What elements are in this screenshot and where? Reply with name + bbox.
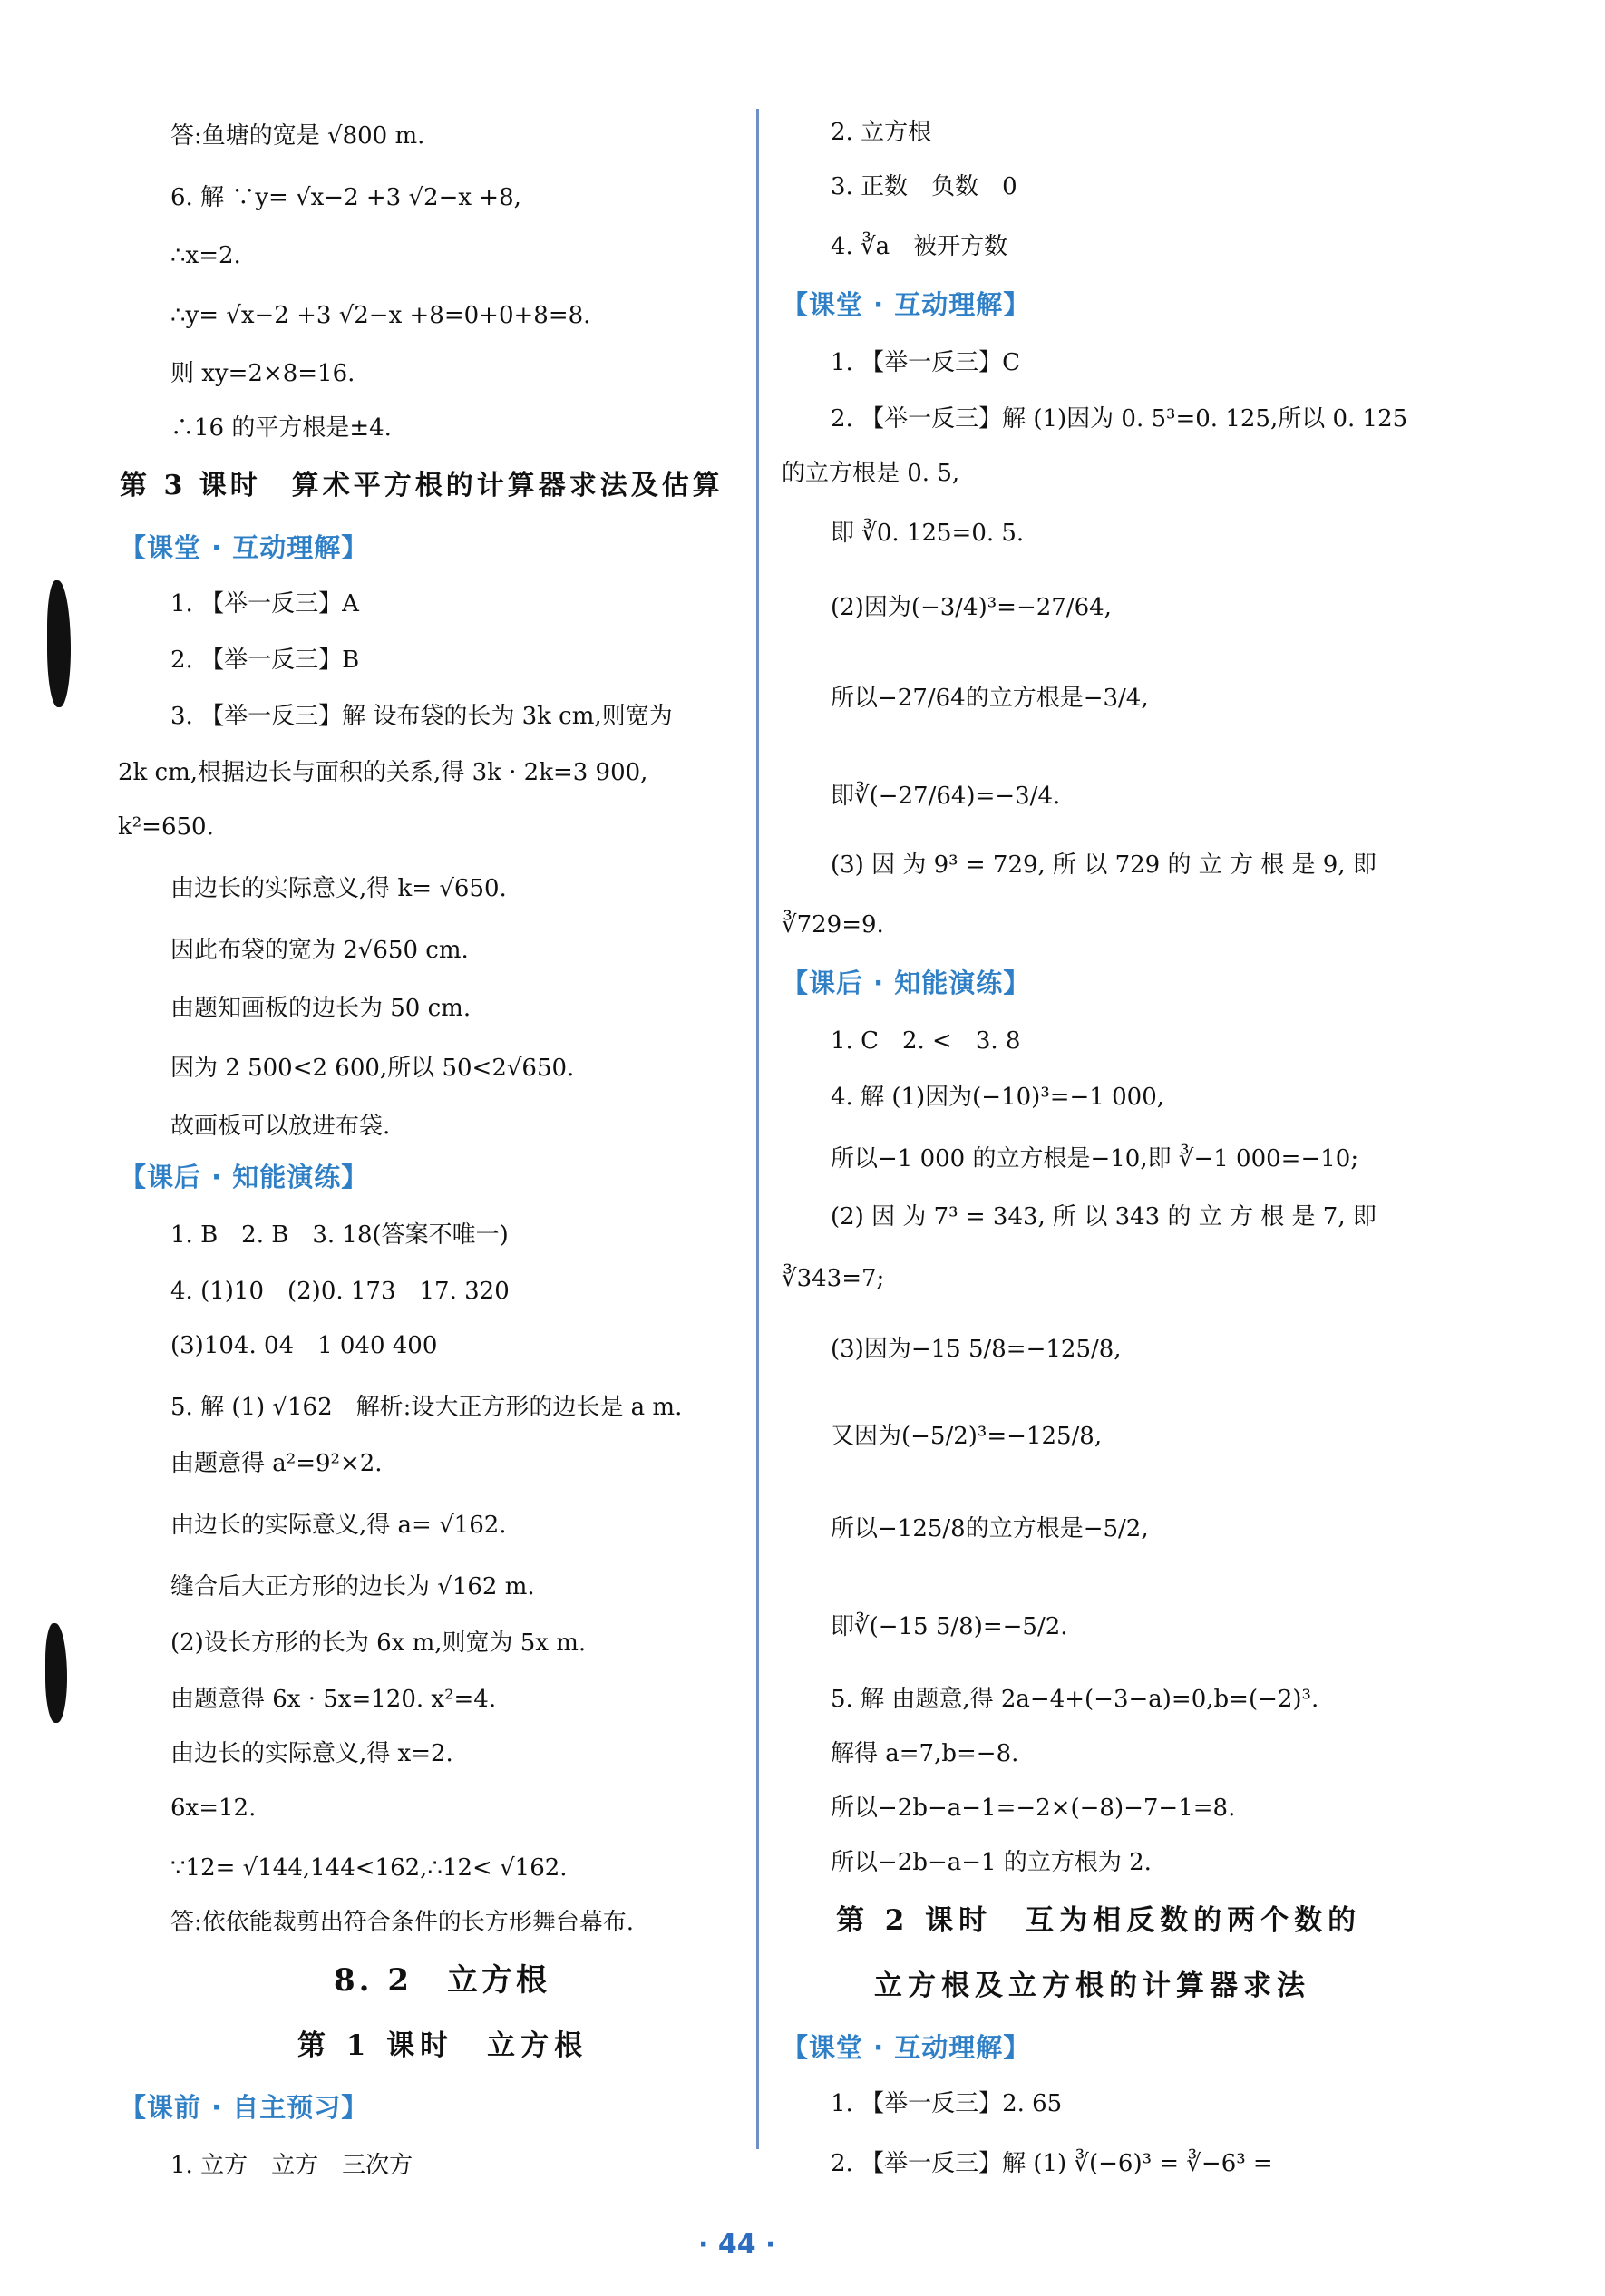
text-line: 所以−125/8的立方根是−5/2,: [831, 1515, 1149, 1542]
text-line: 又因为(−5/2)³=−125/8,: [831, 1423, 1103, 1450]
text-line: 5. 解 (1) √162 解析:设大正方形的边长是 a m.: [170, 1394, 683, 1421]
lesson-heading-2-line1: 第 2 课时 互为相反数的两个数的: [836, 1904, 1362, 1937]
text-line: 由题意得 6x · 5x=120. x²=4.: [170, 1686, 497, 1713]
text-line: 6x=12.: [170, 1795, 257, 1822]
section-heading-after-class: 【课后 · 知能演练】: [782, 968, 1031, 998]
text-line: 所以−1 000 的立方根是−10,即 ∛−1 000=−10;: [831, 1145, 1359, 1172]
section-heading-classroom: 【课堂 · 互动理解】: [782, 2032, 1031, 2063]
text-line: 4. 解 (1)因为(−10)³=−1 000,: [831, 1084, 1165, 1111]
text-line: 2k cm,根据边长与面积的关系,得 3k · 2k=3 900,: [118, 759, 648, 786]
text-line: 2. 立方根: [831, 119, 932, 146]
text-line: 由边长的实际意义,得 a= √162.: [170, 1512, 507, 1539]
text-line: 的立方根是 0. 5,: [782, 460, 960, 487]
text-line: 即∛(−15 5/8)=−5/2.: [831, 1613, 1068, 1640]
scan-mark-bottom: [45, 1623, 67, 1723]
text-line: 故画板可以放进布袋.: [170, 1113, 391, 1140]
text-line: 所以−2b−a−1 的立方根为 2.: [831, 1849, 1152, 1876]
text-line: 2. 【举一反三】解 (1) ∛(−6)³ = ∛−6³ =: [831, 2150, 1273, 2177]
text-line: (3)因为−15 5/8=−125/8,: [831, 1336, 1122, 1363]
section-heading-classroom: 【课堂 · 互动理解】: [782, 289, 1031, 320]
text-line: ∴y= √x−2 +3 √2−x +8=0+0+8=8.: [170, 302, 591, 329]
section-heading-preview: 【课前 · 自主预习】: [120, 2092, 369, 2123]
text-line: 4. ∛a 被开方数: [831, 233, 1008, 260]
text-line: 由边长的实际意义,得 k= √650.: [170, 875, 507, 902]
text-line: (3) 因 为 9³ = 729, 所 以 729 的 立 方 根 是 9, 即: [831, 851, 1376, 879]
text-line: 1. 立方 立方 三次方: [170, 2152, 413, 2179]
text-line: 2. 【举一反三】解 (1)因为 0. 5³=0. 125,所以 0. 125: [831, 405, 1408, 433]
chapter-heading-cube-root: 8. 2 立方根: [334, 1962, 550, 1999]
text-line: 则 xy=2×8=16.: [170, 360, 355, 387]
column-divider: [756, 109, 759, 2149]
answer-line: 答:鱼塘的宽是 √800 m.: [170, 122, 425, 150]
text-line: (3)104. 04 1 040 400: [170, 1332, 438, 1359]
text-line: 由边长的实际意义,得 x=2.: [170, 1740, 453, 1767]
text-line: ∴16 的平方根是±4.: [170, 414, 392, 442]
section-heading-after-class: 【课后 · 知能演练】: [120, 1162, 369, 1192]
lesson-heading-1: 第 1 课时 立方根: [297, 2029, 588, 2062]
text-line: 即∛(−27/64)=−3/4.: [831, 783, 1061, 810]
text-line: ∛343=7;: [782, 1265, 885, 1292]
lesson-heading-2-line2: 立方根及立方根的计算器求法: [874, 1970, 1310, 2002]
text-line: 1. B 2. B 3. 18(答案不唯一): [170, 1221, 509, 1249]
text-line: 3. 【举一反三】解 设布袋的长为 3k cm,则宽为: [170, 703, 673, 730]
text-line: 答:依依能裁剪出符合条件的长方形舞台幕布.: [170, 1909, 635, 1936]
text-line: 5. 解 由题意,得 2a−4+(−3−a)=0,b=(−2)³.: [831, 1686, 1319, 1713]
text-line: 解得 a=7,b=−8.: [831, 1740, 1019, 1767]
text-line: k²=650.: [118, 813, 214, 841]
text-line: 由题知画板的边长为 50 cm.: [170, 995, 472, 1022]
text-line: 1. 【举一反三】2. 65: [831, 2090, 1063, 2117]
problem-6-line: 6. 解 ∵y= √x−2 +3 √2−x +8,: [170, 184, 521, 211]
text-line: (2) 因 为 7³ = 343, 所 以 343 的 立 方 根 是 7, 即: [831, 1203, 1376, 1231]
text-line: ∛729=9.: [782, 911, 884, 939]
text-line: ∵12= √144,144<162,∴12< √162.: [170, 1854, 568, 1882]
text-line: 即 ∛0. 125=0. 5.: [831, 520, 1025, 547]
text-line: 由题意得 a²=9²×2.: [170, 1450, 383, 1477]
scan-mark-top: [47, 580, 71, 707]
section-heading-classroom: 【课堂 · 互动理解】: [120, 532, 369, 563]
text-line: 所以−2b−a−1=−2×(−8)−7−1=8.: [831, 1795, 1236, 1822]
text-line: 2. 【举一反三】B: [170, 647, 360, 674]
text-line: 1. C 2. < 3. 8: [831, 1027, 1021, 1055]
text-line: 1. 【举一反三】A: [170, 590, 359, 618]
text-line: 3. 正数 负数 0: [831, 173, 1017, 200]
text-line: 因为 2 500<2 600,所以 50<2√650.: [170, 1055, 575, 1082]
text-line: (2)因为(−3/4)³=−27/64,: [831, 594, 1112, 621]
lesson-heading-3: 第 3 课时 算术平方根的计算器求法及估算: [120, 470, 724, 501]
text-line: 因此布袋的宽为 2√650 cm.: [170, 937, 469, 964]
page-number: · 44 ·: [698, 2229, 776, 2261]
text-line: 缝合后大正方形的边长为 √162 m.: [170, 1573, 535, 1600]
text-line: (2)设长方形的长为 6x m,则宽为 5x m.: [170, 1630, 587, 1657]
text-line: 4. (1)10 (2)0. 173 17. 320: [170, 1278, 510, 1305]
text-line: ∴x=2.: [170, 242, 241, 269]
text-line: 所以−27/64的立方根是−3/4,: [831, 685, 1149, 712]
text-line: 1. 【举一反三】C: [831, 349, 1020, 376]
